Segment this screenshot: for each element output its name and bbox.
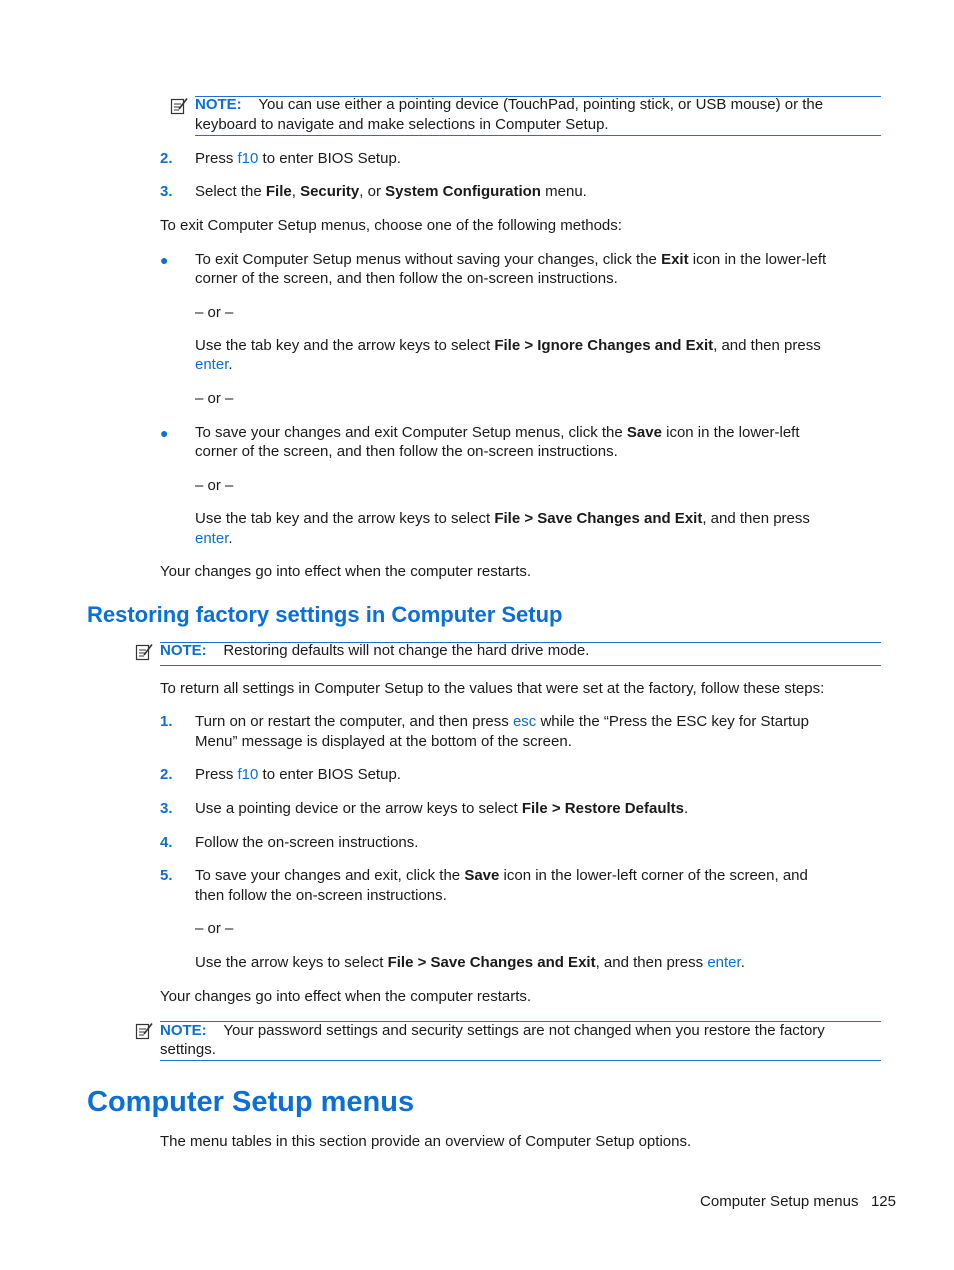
- note-text-line2: keyboard to navigate and make selections in Computer Setup.: [195, 116, 609, 133]
- step-number: 3.: [160, 800, 173, 817]
- bullet: ●: [160, 425, 169, 441]
- page-number: 125: [870, 1193, 896, 1210]
- step-number: 4.: [160, 834, 173, 851]
- step-text-line2: then follow the on-screen instructions.: [195, 887, 447, 904]
- bullet-text-line2: corner of the screen, and then follow the on-screen instructions.: [195, 270, 618, 287]
- section-heading: Restoring factory settings in Computer Setup: [87, 602, 563, 627]
- alt-text: Use the tab key and the arrow keys to select File > Save Changes and Exit, and then press: [195, 510, 810, 527]
- or-separator: – or –: [195, 390, 234, 407]
- note-label: NOTE:: [160, 642, 207, 659]
- bullet: ●: [160, 252, 169, 268]
- bullet-text: To exit Computer Setup menus without saving your changes, click the Exit icon in the lower-left: [195, 251, 827, 268]
- note-icon: [170, 97, 188, 115]
- note-bottom-rule: [195, 135, 881, 136]
- alt-text-line2: enter.: [195, 530, 233, 547]
- paragraph: Your changes go into effect when the computer restarts.: [160, 988, 532, 1005]
- step-text: To save your changes and exit, click the Save icon in the lower-left corner of the screen, and: [195, 867, 808, 884]
- key-enter: enter: [195, 530, 229, 547]
- step-number: 2.: [160, 766, 173, 783]
- note-text-line2: settings.: [160, 1041, 216, 1058]
- footer: [700, 1192, 896, 1212]
- note-bottom-rule: [160, 1060, 881, 1061]
- note-icon: [135, 1022, 153, 1040]
- key-enter: enter: [195, 356, 229, 373]
- bullet-text: To save your changes and exit Computer Setup menus, click the Save icon in the lower-left: [195, 424, 800, 441]
- note-label: NOTE:: [160, 1022, 207, 1039]
- or-separator: – or –: [195, 477, 234, 494]
- step-text: Turn on or restart the computer, and then press esc while the “Press the ESC key for Startup: [195, 713, 809, 730]
- alt-text: Use the arrow keys to select File > Save Changes and Exit, and then press enter.: [195, 954, 745, 971]
- note-label: NOTE:: [195, 96, 242, 113]
- note-icon: [135, 643, 153, 661]
- alt-text-line2: enter.: [195, 356, 233, 373]
- step-number: 2.: [160, 150, 173, 167]
- paragraph: To return all settings in Computer Setup to the values that were set at the factory, follow these steps:: [160, 680, 825, 697]
- note-text: NOTE: Restoring defaults will not change the hard drive mode.: [160, 642, 590, 659]
- note-text: NOTE: Your password settings and security settings are not changed when you restore the factory: [160, 1022, 825, 1039]
- step-text: Use a pointing device or the arrow keys to select File > Restore Defaults.: [195, 800, 689, 817]
- step-number: 1.: [160, 713, 173, 730]
- step-number: 5.: [160, 867, 173, 884]
- step-number: 3.: [160, 183, 173, 200]
- key-f10: f10: [237, 150, 259, 167]
- paragraph: Your changes go into effect when the computer restarts.: [160, 563, 532, 580]
- or-separator: – or –: [195, 920, 234, 937]
- footer-section: Computer Setup menus: [700, 1193, 859, 1210]
- alt-text: Use the tab key and the arrow keys to select File > Ignore Changes and Exit, and then press: [195, 337, 821, 354]
- step-text: Select the File, Security, or System Configuration menu.: [195, 183, 587, 200]
- key-enter: enter: [707, 954, 741, 971]
- or-separator: – or –: [195, 304, 234, 321]
- step-text: Press f10 to enter BIOS Setup.: [195, 150, 401, 167]
- key-esc: esc: [512, 713, 537, 730]
- paragraph: To exit Computer Setup menus, choose one of the following methods:: [160, 217, 622, 234]
- main-heading: Computer Setup menus: [87, 1086, 415, 1118]
- bullet-text-line2: corner of the screen, and then follow the on-screen instructions.: [195, 443, 618, 460]
- step-text: Press f10 to enter BIOS Setup.: [195, 766, 401, 783]
- paragraph: The menu tables in this section provide an overview of Computer Setup options.: [160, 1133, 692, 1150]
- step-text-line2: Menu” message is displayed at the bottom of the screen.: [195, 733, 572, 750]
- key-f10: f10: [237, 766, 259, 783]
- note-bottom-rule: [160, 665, 881, 666]
- note-text: NOTE: You can use either a pointing device (TouchPad, pointing stick, or USB mouse) or the: [195, 96, 824, 113]
- step-text: Follow the on-screen instructions.: [195, 834, 419, 851]
